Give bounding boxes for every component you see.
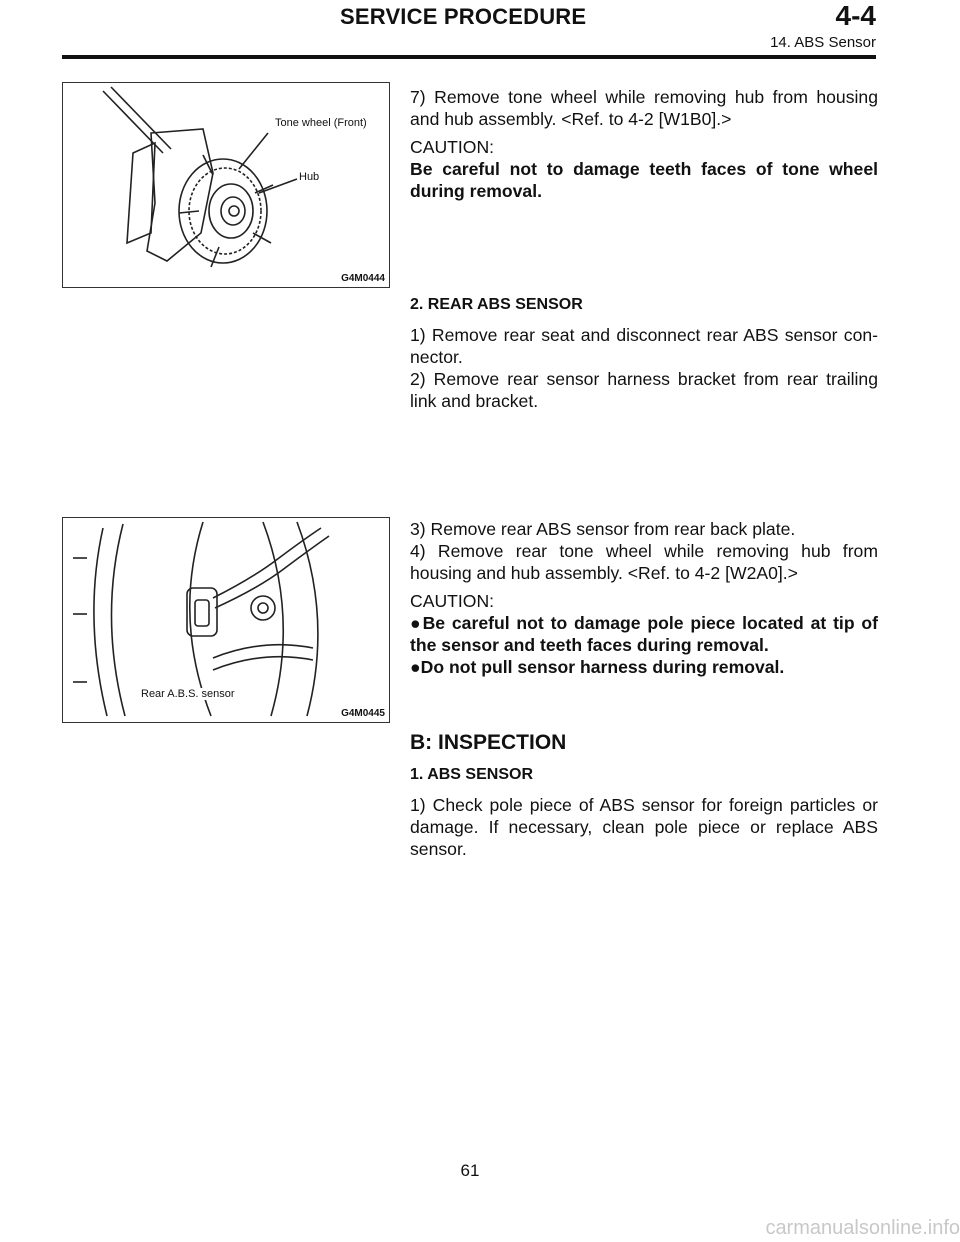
inspection-step-1: 1) Check pole piece of ABS sensor for foreign particles or damage. If necessary, clean pole piece or replace ABS sensor. — [410, 795, 878, 859]
bullet-icon: ● — [410, 657, 421, 677]
step-7: 7) Remove tone wheel while removing hub from housing and hub assembly. <Ref. to 4-2 [W1B0].> — [410, 87, 878, 129]
figure-code: G4M0444 — [341, 273, 385, 284]
text-block-remove-sensor — [410, 518, 878, 678]
header-rule — [62, 55, 876, 59]
caution-bullet: ●Do not pull sensor harness during removal. — [410, 657, 785, 677]
figure-code: G4M0445 — [341, 708, 385, 719]
rear-step-1: 1) Remove rear seat and disconnect rear ABS sensor con-nector. — [410, 325, 878, 367]
label-rear-abs-sensor: Rear A.B.S. sensor — [141, 688, 235, 700]
text-block-inspection — [410, 732, 878, 860]
rear-step-3: 3) Remove rear ABS sensor from rear back plate. — [410, 519, 796, 539]
figure-tone-wheel-front — [62, 82, 390, 288]
caution-label: CAUTION: — [410, 591, 495, 611]
text-block-rear-sensor — [410, 294, 878, 412]
section-code: 4-4 — [835, 0, 876, 31]
watermark: carmanualsonline.info — [765, 1217, 960, 1239]
header-title: SERVICE PROCEDURE — [340, 4, 587, 29]
tone-wheel-illustration — [63, 83, 389, 287]
rear-step-4: 4) Remove rear tone wheel while removing hub from housing and hub assembly. <Ref. to 4-2 [W2A0].> — [410, 541, 878, 583]
inspection-heading: B: INSPECTION — [410, 731, 567, 754]
rear-step-2: 2) Remove rear sensor harness bracket from rear trailing link and bracket. — [410, 369, 878, 411]
caution-text: Be careful not to damage teeth faces of tone wheel during removal. — [410, 159, 878, 201]
caution-label: CAUTION: — [410, 137, 495, 157]
figure-rear-abs-sensor — [62, 517, 390, 723]
subsection-title: 14. ABS Sensor — [770, 34, 876, 51]
page-number: 61 — [460, 1161, 480, 1180]
label-hub: Hub — [299, 171, 320, 183]
label-tone-wheel: Tone wheel (Front) — [275, 117, 367, 129]
abs-sensor-heading: 1. ABS SENSOR — [410, 766, 533, 783]
caution-bullet: ●Be careful not to damage pole piece located at tip of the sensor and teeth faces during removal. — [410, 613, 878, 655]
rear-abs-sensor-heading: 2. REAR ABS SENSOR — [410, 296, 583, 313]
bullet-icon: ● — [410, 613, 423, 633]
text-block-step7 — [410, 86, 878, 202]
